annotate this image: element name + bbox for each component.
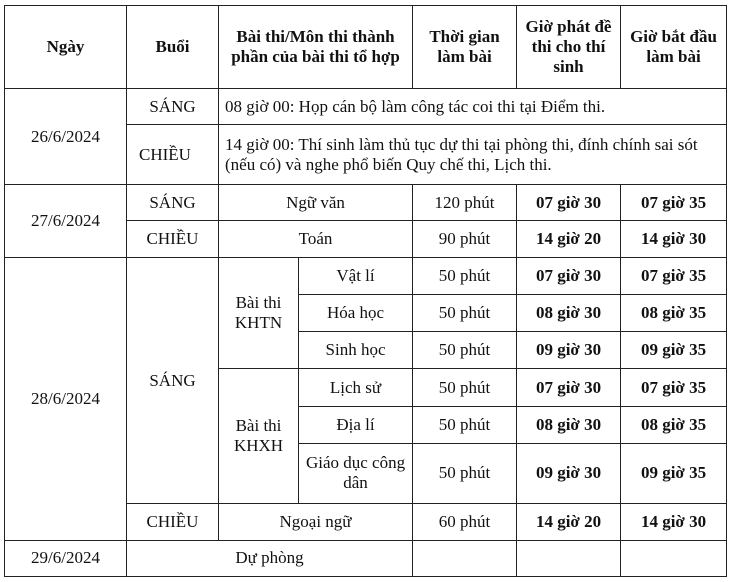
- duration-cell: 120 phút: [413, 185, 517, 221]
- session-cell: CHIỀU: [127, 125, 219, 185]
- note-cell: Dự phòng: [127, 540, 413, 576]
- session-cell: CHIỀU: [127, 503, 219, 540]
- group-cell-khxh: Bài thi KHXH: [219, 369, 299, 503]
- subject-cell: Sinh học: [299, 332, 413, 369]
- start-time-cell: 14 giờ 30: [621, 221, 727, 258]
- empty-cell: [621, 540, 727, 576]
- subject-cell: Địa lí: [299, 406, 413, 443]
- header-phatde: Giờ phát đề thi cho thí sinh: [517, 6, 621, 89]
- session-cell: SÁNG: [127, 258, 219, 503]
- header-batdau: Giờ bắt đầu làm bài: [621, 6, 727, 89]
- paper-time-cell: 07 giờ 30: [517, 369, 621, 406]
- start-time-cell: 14 giờ 30: [621, 503, 727, 540]
- note-cell: 14 giờ 00: Thí sinh làm thủ tục dự thi tại phòng thi, đính chính sai sót (nếu có) và nghe phổ biến Quy chế thi, Lịch thi.: [219, 125, 727, 185]
- subject-cell: Giáo dục công dân: [299, 443, 413, 503]
- duration-cell: 50 phút: [413, 295, 517, 332]
- paper-time-cell: 08 giờ 30: [517, 295, 621, 332]
- subject-cell: Toán: [219, 221, 413, 258]
- date-cell: 28/6/2024: [5, 258, 127, 540]
- header-buoi: Buổi: [127, 6, 219, 89]
- paper-time-cell: 07 giờ 30: [517, 258, 621, 295]
- empty-cell: [517, 540, 621, 576]
- duration-cell: 50 phút: [413, 443, 517, 503]
- duration-cell: 50 phút: [413, 369, 517, 406]
- paper-time-cell: 09 giờ 30: [517, 443, 621, 503]
- session-cell: CHIỀU: [127, 221, 219, 258]
- start-time-cell: 08 giờ 35: [621, 406, 727, 443]
- subject-cell: Lịch sử: [299, 369, 413, 406]
- header-thoigian: Thời gian làm bài: [413, 6, 517, 89]
- start-time-cell: 07 giờ 35: [621, 258, 727, 295]
- group-cell-khtn: Bài thi KHTN: [219, 258, 299, 369]
- subject-cell: Vật lí: [299, 258, 413, 295]
- table-row: [5, 540, 727, 576]
- date-cell: 27/6/2024: [5, 185, 127, 258]
- subject-cell: Ngữ văn: [219, 185, 413, 221]
- exam-schedule-table: [4, 5, 727, 577]
- header-mon: Bài thi/Môn thi thành phần của bài thi tổ hợp: [219, 6, 413, 89]
- duration-cell: 50 phút: [413, 406, 517, 443]
- date-cell: 26/6/2024: [5, 89, 127, 185]
- paper-time-cell: 07 giờ 30: [517, 185, 621, 221]
- empty-cell: [413, 540, 517, 576]
- date-cell: 29/6/2024: [5, 540, 127, 576]
- duration-cell: 50 phút: [413, 258, 517, 295]
- start-time-cell: 09 giờ 35: [621, 443, 727, 503]
- session-cell: SÁNG: [127, 185, 219, 221]
- paper-time-cell: 14 giờ 20: [517, 221, 621, 258]
- table-row: [5, 185, 727, 221]
- duration-cell: 60 phút: [413, 503, 517, 540]
- note-cell: 08 giờ 00: Họp cán bộ làm công tác coi thi tại Điểm thi.: [219, 89, 727, 125]
- paper-time-cell: 09 giờ 30: [517, 332, 621, 369]
- paper-time-cell: 14 giờ 20: [517, 503, 621, 540]
- duration-cell: 90 phút: [413, 221, 517, 258]
- session-cell: SÁNG: [127, 89, 219, 125]
- start-time-cell: 07 giờ 35: [621, 369, 727, 406]
- table-row: [5, 258, 727, 295]
- header-ngay: Ngày: [5, 6, 127, 89]
- subject-cell: Hóa học: [299, 295, 413, 332]
- start-time-cell: 07 giờ 35: [621, 185, 727, 221]
- paper-time-cell: 08 giờ 30: [517, 406, 621, 443]
- subject-cell: Ngoại ngữ: [219, 503, 413, 540]
- start-time-cell: 09 giờ 35: [621, 332, 727, 369]
- duration-cell: 50 phút: [413, 332, 517, 369]
- start-time-cell: 08 giờ 35: [621, 295, 727, 332]
- header-row: [5, 6, 727, 89]
- table-row: [5, 89, 727, 125]
